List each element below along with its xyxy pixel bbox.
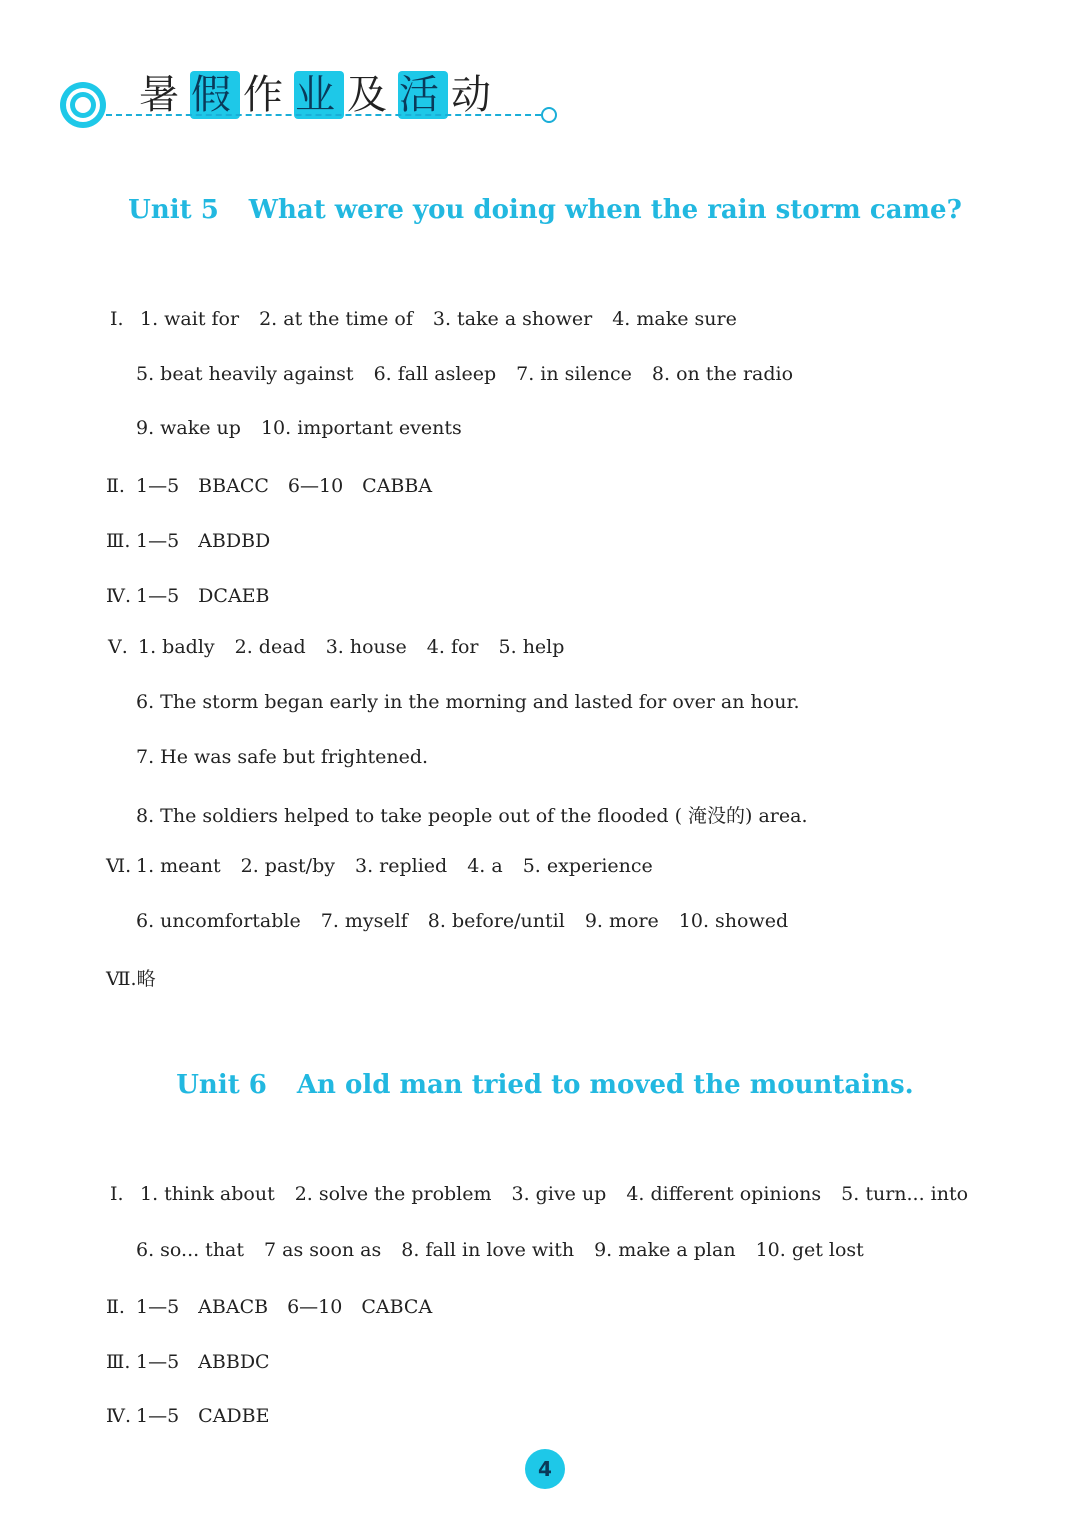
unit5-section5-line7: 7. He was safe but frightened. — [136, 746, 429, 768]
answer-item: 7 as soon as — [264, 1239, 382, 1261]
unit5-section5-line6: 6. The storm began early in the morning and lasted for over an hour. — [136, 691, 800, 713]
section-label: Ⅲ. — [106, 530, 131, 552]
answer-item: 1. think about — [140, 1183, 275, 1205]
unit5-section6-row2 — [136, 910, 808, 932]
answer-item: 1. meant — [136, 855, 221, 877]
unit6-section2 — [106, 1292, 432, 1319]
unit5-section7 — [106, 964, 156, 991]
answer-item: 8. on the radio — [651, 363, 794, 385]
answer-item: 5. beat heavily against — [136, 363, 354, 385]
answer-text: 1—5 ABBDC — [136, 1351, 270, 1373]
unit6-title: An old man tried to moved the mountains. — [296, 1070, 914, 1100]
answer-item: 1. wait for — [140, 308, 240, 330]
page-header — [58, 62, 578, 132]
unit5-heading — [0, 195, 1090, 225]
answer-item: 3. house — [325, 636, 407, 658]
answer-text: 1—5 CADBE — [136, 1405, 270, 1427]
answer-item: 6. fall asleep — [373, 363, 497, 385]
unit5-section3 — [106, 526, 270, 553]
header-char: 动 — [451, 72, 499, 118]
section-label: Ⅶ. — [106, 968, 137, 990]
section-label: Ⅱ. — [106, 475, 125, 497]
section-label: Ⅲ. — [106, 1351, 131, 1373]
unit5-section1-row1 — [110, 308, 757, 330]
section-label: Ⅰ. — [110, 1183, 124, 1205]
section-label: Ⅴ. — [108, 636, 128, 658]
answer-item: 2. at the time of — [259, 308, 413, 330]
answer-item: 4. make sure — [612, 308, 737, 330]
unit6-section1-row1 — [110, 1183, 988, 1205]
answer-item: 5. turn... into — [841, 1183, 969, 1205]
header-char: 及 — [347, 72, 395, 118]
header-char-highlighted: 业 — [295, 72, 343, 118]
header-char: 作 — [243, 72, 291, 118]
unit6-section1-row2 — [136, 1239, 884, 1261]
answer-item: 4. a — [467, 855, 503, 877]
unit5-title: What were you doing when the rain storm came? — [248, 195, 962, 225]
answer-text: 1—5 BBACC 6—10 CABBA — [136, 475, 433, 497]
answer-text: 略 — [136, 968, 156, 990]
answer-item: 1. badly — [138, 636, 215, 658]
answer-item: 10. important events — [260, 417, 462, 439]
header-char-highlighted: 假 — [191, 72, 239, 118]
answer-item: 2. solve the problem — [294, 1183, 492, 1205]
section-label: Ⅵ. — [106, 855, 132, 877]
header-title — [138, 70, 502, 120]
header-char: 暑 — [139, 72, 187, 118]
section-label: Ⅳ. — [106, 585, 132, 607]
answer-item: 9. make a plan — [594, 1239, 736, 1261]
unit6-number: Unit 6 — [176, 1070, 267, 1100]
unit5-section6-row1 — [106, 855, 673, 877]
answer-item: 8. fall in love with — [401, 1239, 575, 1261]
section-label: Ⅱ. — [106, 1296, 125, 1318]
unit5-section4 — [106, 581, 270, 608]
answer-item: 3. take a shower — [432, 308, 593, 330]
answer-item: 4. for — [426, 636, 479, 658]
answer-item: 5. experience — [522, 855, 653, 877]
unit5-section1-row2 — [136, 363, 813, 385]
answer-item: 5. help — [498, 636, 565, 658]
section-label: Ⅰ. — [110, 308, 124, 330]
answer-item: 6. so... that — [136, 1239, 245, 1261]
unit5-section5-line8: 8. The soldiers helped to take people out of the flooded ( 淹没的) area. — [136, 805, 808, 827]
answer-item: 10. showed — [678, 910, 789, 932]
answer-text: 1—5 ABDBD — [136, 530, 271, 552]
target-ring-icon — [58, 80, 108, 130]
unit6-section4 — [106, 1401, 270, 1428]
unit5-number: Unit 5 — [128, 195, 219, 225]
unit5-section5-row1 — [108, 636, 584, 658]
unit6-section3 — [106, 1347, 270, 1374]
unit5-section2 — [106, 471, 432, 498]
answer-item: 2. dead — [234, 636, 306, 658]
unit6-heading — [0, 1070, 1090, 1100]
answer-item: 7. in silence — [516, 363, 632, 385]
unit5-section1-row3 — [136, 417, 482, 439]
page-number: 4 — [525, 1449, 565, 1489]
answer-item: 4. different opinions — [626, 1183, 822, 1205]
answer-item: 6. uncomfortable — [136, 910, 301, 932]
answer-text: 1—5 DCAEB — [136, 585, 270, 607]
answer-item: 10. get lost — [755, 1239, 864, 1261]
answer-item: 9. wake up — [136, 417, 241, 439]
answer-item: 9. more — [584, 910, 659, 932]
header-end-dot-icon — [541, 107, 557, 123]
section-label: Ⅳ. — [106, 1405, 132, 1427]
answer-text: 1—5 ABACB 6—10 CABCA — [136, 1296, 433, 1318]
header-char-highlighted: 活 — [399, 72, 447, 118]
answer-item: 7. myself — [320, 910, 408, 932]
answer-item: 3. replied — [354, 855, 448, 877]
answer-item: 8. before/until — [427, 910, 565, 932]
header-dashed-line — [106, 114, 551, 116]
answer-item: 2. past/by — [240, 855, 335, 877]
answer-item: 3. give up — [511, 1183, 607, 1205]
